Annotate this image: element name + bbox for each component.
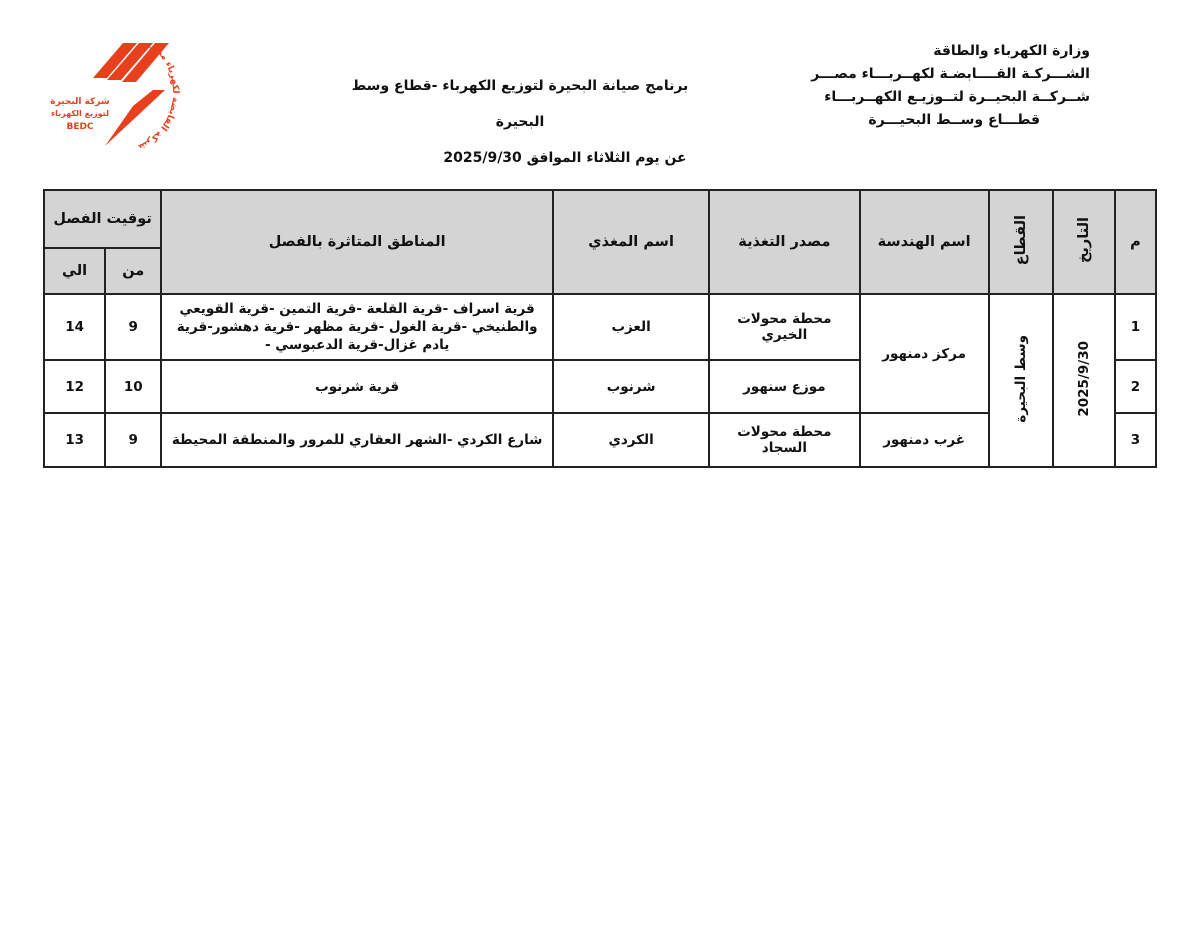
header-to: الي [44, 248, 105, 294]
logo-abbr: BEDC [66, 122, 94, 132]
feeder-cell: العزب [553, 294, 709, 360]
engineering-cell: مركز دمنهور [860, 294, 989, 413]
areas-cell: قرية اسراف -قرية القلعة -قرية التمين -قرية القويعي والطنيخي -قرية الغول -قرية مظهر -قرية دهشور-قرية يادم غزال-قرية الدعبوسي - [161, 294, 553, 360]
logo-name-line2: لتوزيع الكهرباء [51, 109, 109, 118]
company-name: شــركــة البحيــرة لتــوزيـع الكهــربـــاء [824, 89, 1090, 105]
logo-name-line1: شركة البحيرة [50, 97, 110, 107]
date-cell: 2025/9/30 [1053, 294, 1115, 467]
header-no: م [1115, 190, 1156, 294]
bedc-logo [45, 38, 215, 153]
row-no: 1 [1115, 294, 1156, 360]
to-cell: 14 [44, 294, 105, 360]
table-row [44, 294, 1156, 360]
areas-cell: قرية شرنوب [161, 360, 553, 413]
header-date: التاريخ [1053, 190, 1115, 294]
to-cell: 12 [44, 360, 105, 413]
header-sector: القطاع [989, 190, 1053, 294]
from-cell: 10 [105, 360, 161, 413]
from-cell: 9 [105, 294, 161, 360]
source-cell: موزع سنهور [709, 360, 859, 413]
feeder-cell: شرنوب [553, 360, 709, 413]
table-header-row [44, 190, 1156, 248]
ministry-name: وزارة الكهرباء والطاقة [933, 43, 1090, 59]
source-cell: محطة محولات الخيري [709, 294, 859, 360]
header-feeder: اسم المغذي [553, 190, 709, 294]
program-date: عن يوم الثلاثاء الموافق 2025/9/30 [443, 150, 687, 166]
header-from: من [105, 248, 161, 294]
row-no: 3 [1115, 413, 1156, 467]
header-engineering: اسم الهندسة [860, 190, 989, 294]
header-source: مصدر التغذية [709, 190, 859, 294]
engineering-cell: غرب دمنهور [860, 413, 989, 467]
maintenance-schedule-table [43, 189, 1157, 468]
source-cell: محطة محولات السجاد [709, 413, 859, 467]
sector-cell: وسط البحيرة [989, 294, 1053, 467]
feeder-cell: الكردي [553, 413, 709, 467]
organization-header [810, 40, 1090, 132]
from-cell: 9 [105, 413, 161, 467]
header-areas: المناطق المتاثرة بالفصل [161, 190, 553, 294]
row-no: 2 [1115, 360, 1156, 413]
holding-company-name: الشـــركـة القــــابضـة لكهــربـــاء مصـــر [811, 66, 1090, 82]
program-header [330, 68, 710, 176]
logo-arc-text: شركة القابضة لكهرباء مصر [136, 40, 181, 152]
header-timing: توقيت الفصل [44, 190, 161, 248]
areas-cell: شارع الكردي -الشهر العقاري للمرور والمنطقة المحيطة [161, 413, 553, 467]
program-title: برنامج صيانة البحيرة لتوزيع الكهرباء -قطاع وسط البحيرة [351, 78, 689, 130]
sector-name: قطـــاع وســط البحيـــرة [868, 112, 1040, 128]
to-cell: 13 [44, 413, 105, 467]
